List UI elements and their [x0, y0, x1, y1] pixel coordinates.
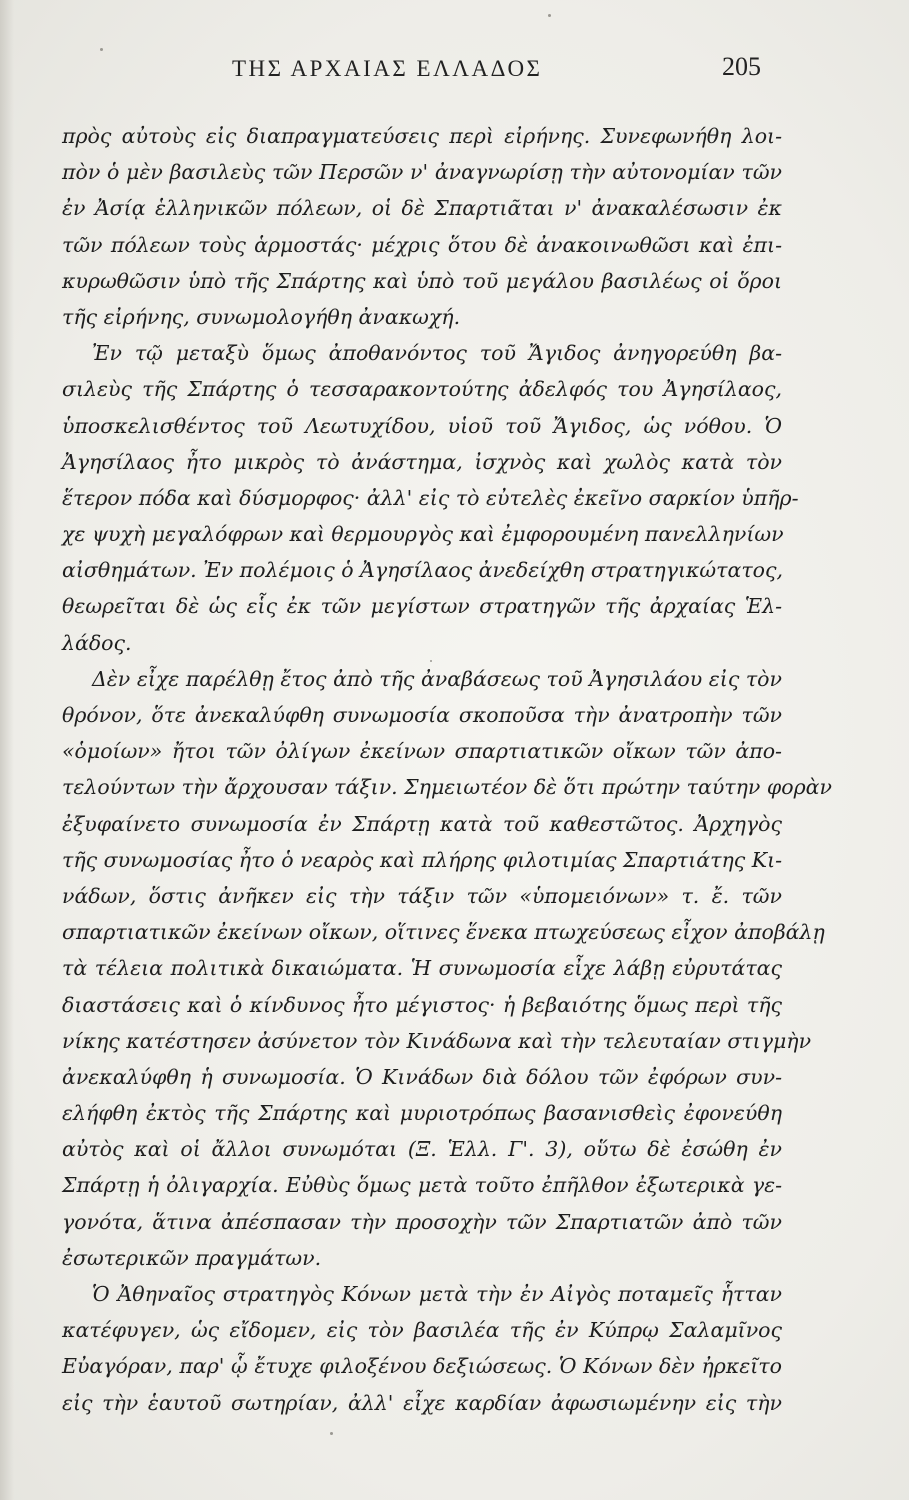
text-line: Δὲν εἶχε παρέλθῃ ἔτος ἀπὸ τῆς ἀναβάσεως τοῦ Ἀγησιλάου εἰς τὸν: [92, 666, 782, 691]
text-line: ὑποσκελισθέντος τοῦ Λεωτυχίδου, υἱοῦ τοῦ Ἄγιδος, ὡς νόθου. Ὁ: [62, 413, 782, 438]
text-line: διαστάσεις καὶ ὁ κίνδυνος ἦτο μέγιστος· ἡ βεβαιότης ὅμως περὶ τῆς: [62, 992, 782, 1017]
text-line: τῆς συνωμοσίας ἦτο ὁ νεαρὸς καὶ πλήρης φιλοτιμίας Σπαρτιάτης Κι-: [62, 847, 783, 872]
text-line: κυρωθῶσιν ὑπὸ τῆς Σπάρτης καὶ ὑπὸ τοῦ μεγάλου βασιλέως οἱ ὅροι: [62, 268, 782, 293]
text-line: πὸν ὁ μὲν βασιλεὺς τῶν Περσῶν ν' ἀναγνωρίσῃ τὴν αὐτονομίαν τῶν: [62, 160, 782, 185]
text-line: νάδων, ὅστις ἀνῆκεν εἰς τὴν τάξιν τῶν «ὑπομειόνων» τ. ἔ. τῶν: [62, 883, 782, 908]
text-line: χε ψυχὴ μεγαλόφρων καὶ θερμουργὸς καὶ ἐμφορουμένη πανελληνίων: [62, 522, 784, 547]
page-number: 205: [722, 52, 761, 81]
running-title: ΤΗΣ ΑΡΧΑΙΑΣ ΕΛΛΑΔΟΣ: [232, 56, 543, 81]
text-line: θρόνον, ὅτε ἀνεκαλύφθη συνωμοσία σκοποῦσα τὴν ἀνατροπὴν τῶν: [62, 703, 782, 727]
text-line: ελήφθη ἐκτὸς τῆς Σπάρτης καὶ μυριοτρόπως βασανισθεὶς ἐφονεύθη: [62, 1101, 782, 1126]
text-line: νίκης κατέστησεν ἀσύνετον τὸν Κινάδωνα καὶ τὴν τελευταίαν στιγμὴν: [62, 1028, 812, 1053]
paper-speck: [548, 14, 551, 17]
paper-speck: [430, 660, 432, 662]
page-spine-shadow: [0, 0, 14, 1500]
text-line: τῶν πόλεων τοὺς ἁρμοστάς· μέχρις ὅτου δὲ ἀνακοινωθῶσι καὶ ἐπι-: [62, 232, 782, 257]
text-line: Ἐν τῷ μεταξὺ ὅμως ἀποθανόντος τοῦ Ἄγιδος ἀνηγορεύθη βα-: [92, 341, 782, 366]
text-line: Σπάρτῃ ἡ ὀλιγαρχία. Εὐθὺς ὅμως μετὰ τοῦτο ἐπῆλθον ἐξωτερικὰ γε-: [62, 1173, 782, 1198]
text-line: ἐσωτερικῶν πραγμάτων.: [62, 1245, 322, 1270]
text-line: θεωρεῖται δὲ ὡς εἷς ἐκ τῶν μεγίστων στρατηγῶν τῆς ἀρχαίας Ἑλ-: [62, 594, 782, 619]
text-line: κατέφυγεν, ὡς εἴδομεν, εἰς τὸν βασιλέα τῆς ἐν Κύπρῳ Σαλαμῖνος: [62, 1318, 782, 1343]
text-line: γονότα, ἅτινα ἀπέσπασαν τὴν προσοχὴν τῶν Σπαρτιατῶν ἀπὸ τῶν: [62, 1209, 782, 1234]
paper-speck: [100, 48, 103, 51]
text-line: ἐν Ἀσίᾳ ἑλληνικῶν πόλεων, οἱ δὲ Σπαρτιᾶται ν' ἀνακαλέσωσιν ἐκ: [62, 196, 782, 221]
text-line: πρὸς αὐτοὺς εἰς διαπραγματεύσεις περὶ εἰρήνης. Συνεφωνήθη λοι-: [62, 124, 782, 148]
text-line: ἐξυφαίνετο συνωμοσία ἐν Σπάρτῃ κατὰ τοῦ καθεστῶτος. Ἀρχηγὸς: [62, 811, 782, 836]
text-line: Εὐαγόραν, παρ' ᾧ ἔτυχε φιλοξένου δεξιώσεως. Ὁ Κόνων δὲν ἠρκεῖτο: [62, 1354, 782, 1379]
text-line: Ἀγησίλαος ἦτο μικρὸς τὸ ἀνάστημα, ἰσχνὸς καὶ χωλὸς κατὰ τὸν: [62, 449, 782, 474]
text-line: ἕτερον πόδα καὶ δύσμορφος· ἀλλ' εἰς τὸ εὐτελὲς ἐκεῖνο σαρκίον ὑπῆρ-: [62, 485, 799, 510]
text-line: τελούντων τὴν ἄρχουσαν τάξιν. Σημειωτέον δὲ ὅτι πρώτην ταύτην φορὰν: [62, 775, 832, 800]
text-line: «ὁμοίων» ἤτοι τῶν ὀλίγων ἐκείνων σπαρτιατικῶν οἴκων τῶν ἀπο-: [62, 739, 782, 764]
text-line: σιλεὺς τῆς Σπάρτης ὁ τεσσαρακοντούτης ἀδελφός του Ἀγησίλαος,: [62, 377, 782, 402]
text-line: σπαρτιατικῶν ἐκείνων οἴκων, οἵτινες ἕνεκα πτωχεύσεως εἶχον ἀποβάλῃ: [62, 920, 825, 945]
text-line: αἰσθημάτων. Ἐν πολέμοις ὁ Ἀγησίλαος ἀνεδείχθη στρατηγικώτατος,: [62, 558, 784, 583]
text-line: αὐτὸς καὶ οἱ ἄλλοι συνωμόται (Ξ. Ἑλλ. Γ'. 3), οὕτω δὲ ἐσώθη ἐν: [62, 1137, 782, 1162]
text-line: Ὁ Ἀθηναῖος στρατηγὸς Κόνων μετὰ τὴν ἐν Αἰγὸς ποταμεῖς ἧτταν: [92, 1282, 782, 1306]
body-text: [62, 118, 832, 1421]
text-line: τῆς εἰρήνης, συνωμολογήθη ἀνακωχή.: [62, 304, 461, 329]
text-line: τὰ τέλεια πολιτικὰ δικαιώματα. Ἡ συνωμοσία εἶχε λάβῃ εὐρυτάτας: [62, 956, 782, 981]
text-line: λάδος.: [62, 630, 132, 655]
text-line: εἰς τὴν ἑαυτοῦ σωτηρίαν, ἀλλ' εἶχε καρδίαν ἀφωσιωμένην εἰς τὴν: [62, 1390, 782, 1415]
paper-speck: [330, 1432, 333, 1435]
text-line: ἀνεκαλύφθη ἡ συνωμοσία. Ὁ Κινάδων διὰ δόλου τῶν ἐφόρων συν-: [62, 1064, 782, 1089]
